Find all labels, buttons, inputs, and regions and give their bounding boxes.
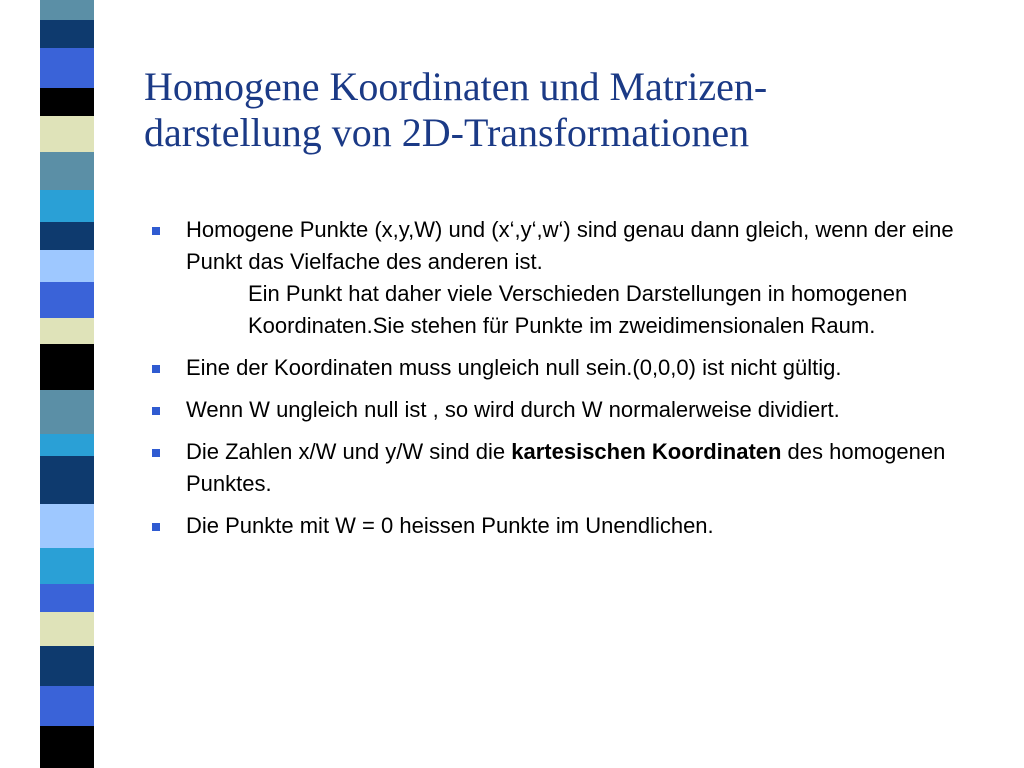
band-stripe — [40, 318, 94, 344]
band-stripe — [40, 344, 94, 390]
band-stripe — [40, 456, 94, 504]
title-line-1: Homogene Koordinaten und Matrizen- — [144, 64, 768, 109]
band-stripe — [40, 152, 94, 190]
band-shadow — [94, 0, 118, 768]
square-bullet-icon — [152, 449, 160, 457]
decorative-stripe-band — [0, 0, 118, 768]
band-stripe — [40, 736, 94, 768]
band-stripe — [40, 0, 94, 20]
band-stripe — [40, 190, 94, 222]
band-stripe — [40, 434, 94, 456]
band-stripe — [40, 646, 94, 686]
bullet-list — [148, 214, 1008, 552]
band-stripe — [40, 20, 94, 48]
band-stripe — [40, 584, 94, 612]
bullet-item-coordinate-nonzero — [148, 352, 1008, 384]
band-gutter — [0, 0, 40, 768]
square-bullet-icon — [152, 227, 160, 235]
band-stripe — [40, 48, 94, 88]
bullet-text-2: Eine der Koordinaten muss ungleich null sein.(0,0,0) ist nicht gültig. — [186, 355, 842, 380]
slide-title — [144, 64, 1004, 156]
title-line-2: darstellung von 2D-Transformationen — [144, 110, 750, 155]
band-stripe — [40, 504, 94, 548]
square-bullet-icon — [152, 407, 160, 415]
bullet-item-infinity — [148, 510, 1008, 542]
band-stripe — [40, 726, 94, 736]
band-stripe — [40, 390, 94, 434]
bullet-text-3: Wenn W ungleich null ist , so wird durch W normalerweise dividiert. — [186, 397, 840, 422]
bullet-text-4-before: Die Zahlen x/W und y/W sind die — [186, 439, 512, 464]
band-stripe — [40, 612, 94, 646]
bullet-item-divide-by-w — [148, 394, 1008, 426]
square-bullet-icon — [152, 523, 160, 531]
square-bullet-icon — [152, 365, 160, 373]
band-stripe — [40, 548, 94, 584]
band-stripe — [40, 686, 94, 726]
band-stripe — [40, 222, 94, 250]
bullet-item-cartesian — [148, 436, 1008, 500]
bullet-text-5: Die Punkte mit W = 0 heissen Punkte im Unendlichen. — [186, 513, 714, 538]
band-stripe — [40, 282, 94, 318]
bullet-text-1: Homogene Punkte (x,y,W) und (x‘,y‘,w‘) sind genau dann gleich, wenn der eine Punkt das Vielfache des anderen ist. — [186, 217, 954, 274]
bullet-text-4-after: des homogenen Punktes. — [186, 439, 946, 496]
band-stripe — [40, 250, 94, 282]
bullet-text-1-continuation: Ein Punkt hat daher viele Verschieden Darstellungen in homogenen Koordinaten.Sie stehen für Punkte im zweidimensionalen Raum. — [248, 281, 908, 338]
bullet-item-homogeneous-points — [148, 214, 1008, 342]
band-stripe — [40, 88, 94, 116]
bullet-text-4-bold: kartesischen Koordinaten — [511, 439, 782, 464]
band-stripe — [40, 116, 94, 152]
